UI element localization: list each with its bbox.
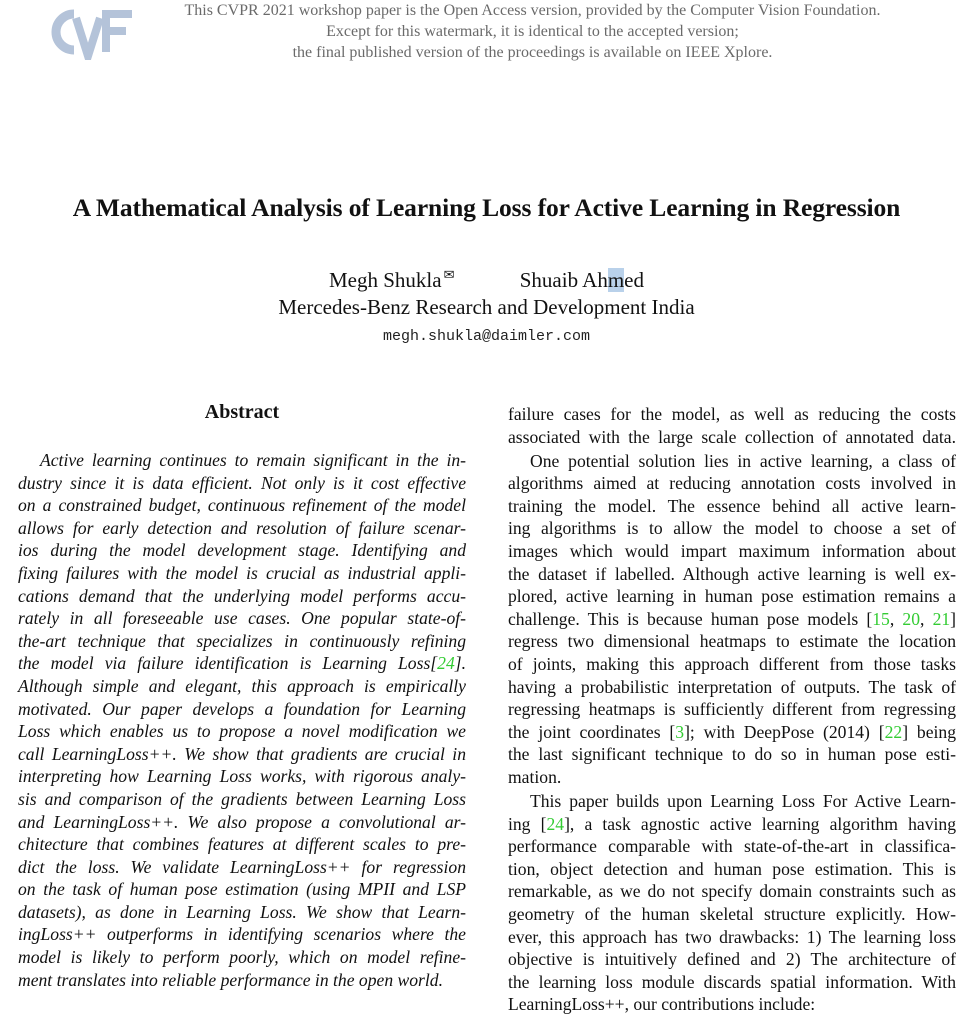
author-email[interactable]: megh.shukla@daimler.com [382, 328, 591, 345]
text-line: plored, active learning in human pose estimation remains a [508, 586, 956, 607]
text-line: dustry since it is data efficient. Not only is it cost effective [18, 472, 466, 493]
watermark-line: the final published version of the proceedings is available on IEEE Xplore. [292, 44, 773, 61]
text-line: the dataset if labelled. Although active learning is well ex- [508, 563, 956, 584]
text-span: the joint coordinates [ [508, 721, 676, 742]
text-line [508, 813, 956, 836]
text-line: and LearningLoss++. We also propose a convolutional ar- [18, 811, 466, 832]
text-span: ]. [454, 653, 466, 674]
text-line: chitecture that combines features at different scales to pre- [18, 834, 466, 855]
text-line: This paper builds upon Learning Loss For Active Learn- [530, 791, 956, 812]
text-line: the last significant technique to do so in human pose esti- [508, 744, 956, 765]
text-line: ingLoss++ outperforms in identifying scenarios where the [18, 924, 466, 945]
text-span: , [889, 608, 903, 629]
citation-link[interactable]: 24 [546, 813, 565, 834]
text-line: allows for early detection and resolution of failure scenar- [18, 517, 466, 538]
text-line: training the model. The essence behind all active learn- [508, 495, 956, 516]
author-list [0, 268, 973, 293]
citation-link[interactable]: 20 [902, 608, 920, 629]
text-line: cations demand that the underlying model performs accu- [18, 585, 466, 606]
watermark-notice [140, 0, 925, 63]
text-span: the model via failure identification is Learning Loss[ [18, 653, 438, 674]
text-line: model is likely to perform poorly, which on model refine- [18, 947, 466, 968]
text-line: ing algorithms is to allow the model to choose a set of [508, 518, 956, 539]
text-span: ]; with DeepPose (2014) [ [684, 721, 885, 742]
text-line: interpreting how Learning Loss works, with rigorous analy- [18, 766, 466, 787]
citation-link[interactable]: 3 [675, 721, 685, 742]
text-span: challenge. This is because human pose models [ [508, 608, 873, 629]
text-span: ] being [902, 721, 956, 742]
citation-link[interactable]: 15 [872, 608, 890, 629]
text-line: fixing failures with the model is crucial as industrial appli- [18, 562, 466, 583]
text-line: of joints, making this approach different from those tasks [508, 654, 956, 675]
text-line: Although simple and elegant, this approach is empirically [18, 675, 466, 696]
author-name-part: ed [624, 268, 644, 292]
author-name: Megh Shukla [329, 268, 442, 292]
text-line: having a probabilistic interpretation of outputs. The task of [508, 676, 956, 697]
text-line: Loss which enables us to propose a novel modification we [18, 721, 466, 742]
text-line: algorithms aimed at reducing annotation costs involved in [508, 473, 956, 494]
envelope-icon: ✉ [443, 267, 455, 282]
text-span: ] [950, 608, 957, 629]
text-line: LearningLoss++, our contributions include: [508, 994, 816, 1015]
text-line: motivated. Our paper develops a foundation for Learning [18, 698, 466, 719]
text-line: datasets), as done in Learning Loss. We show that Learn- [18, 901, 466, 922]
text-line: One potential solution lies in active learning, a class of [530, 450, 956, 471]
affiliation: Mercedes-Benz Research and Development India [278, 295, 695, 319]
introduction-body [508, 403, 956, 1016]
text-span: ], a task agnostic active learning algorithm having [564, 813, 956, 834]
text-line [18, 652, 466, 675]
text-line: failure cases for the model, as well as reducing the costs [508, 404, 956, 424]
text-line: images which would impart maximum information about [508, 541, 956, 562]
text-line: dict the loss. We validate LearningLoss++ for regression [18, 856, 466, 877]
cvf-logo [48, 4, 134, 60]
text-line: remarkable, as we do not specify domain constraints such as [508, 881, 956, 902]
text-line: call LearningLoss++. We show that gradients are crucial in [18, 743, 466, 764]
text-line [508, 721, 956, 744]
citation-link[interactable]: 22 [884, 721, 903, 742]
text-line: the-art technique that specializes in continuously refining [18, 630, 466, 651]
citation-link[interactable]: 21 [932, 608, 951, 629]
text-line: on a constrained budget, continuous refinement of the model [18, 495, 466, 516]
text-line: performance comparable with state-of-the-art in classifica- [508, 836, 956, 857]
text-line: geometry of the human skeletal structure explicitly. How- [508, 904, 956, 925]
text-line: Active learning continues to remain significant in the in- [40, 450, 466, 470]
text-line: objective is intuitively defined and 2) The architecture of [508, 949, 956, 970]
text-line: ios during the model development stage. Identifying and [18, 540, 466, 561]
text-line: regressing heatmaps is sufficiently different from regressing [508, 699, 956, 720]
watermark-line: This CVPR 2021 workshop paper is the Open Access version, provided by the Computer Vision Foundation. [184, 2, 881, 19]
author-megh-shukla [329, 268, 454, 293]
paper-title: A Mathematical Analysis of Learning Loss for Active Learning in Regression [72, 193, 901, 222]
text-line: mation. [508, 767, 562, 787]
text-line: ment translates into reliable performance in the open world. [18, 969, 443, 990]
text-line: regress two dimensional heatmaps to estimate the location [508, 631, 956, 652]
text-line: rately in all foreseeable use cases. One popular state-of- [18, 608, 466, 629]
abstract-heading: Abstract [204, 401, 280, 423]
text-span: ing [ [508, 813, 547, 834]
text-line: sis and comparison of the gradients between Learning Loss [18, 788, 466, 809]
author-shuaib-ahmed [520, 268, 644, 293]
text-line: on the task of human pose estimation (using MPII and LSP [18, 879, 466, 900]
text-line [508, 608, 956, 631]
author-name-part: Shuaib Ah [519, 268, 608, 292]
abstract-body [18, 449, 466, 991]
text-line: associated with the large scale collection of annotated data. [508, 426, 956, 447]
citation-link[interactable]: 24 [437, 653, 455, 674]
watermark-line: Except for this watermark, it is identical to the accepted version; [326, 23, 739, 40]
text-line: the learning loss module discards spatial information. With [508, 971, 956, 992]
text-line: tion, object detection and human pose estimation. This is [508, 858, 956, 879]
text-span: , [919, 608, 933, 629]
text-selection-highlight: m [607, 268, 625, 292]
text-line: ever, this approach has two drawbacks: 1) The learning loss [508, 926, 956, 947]
